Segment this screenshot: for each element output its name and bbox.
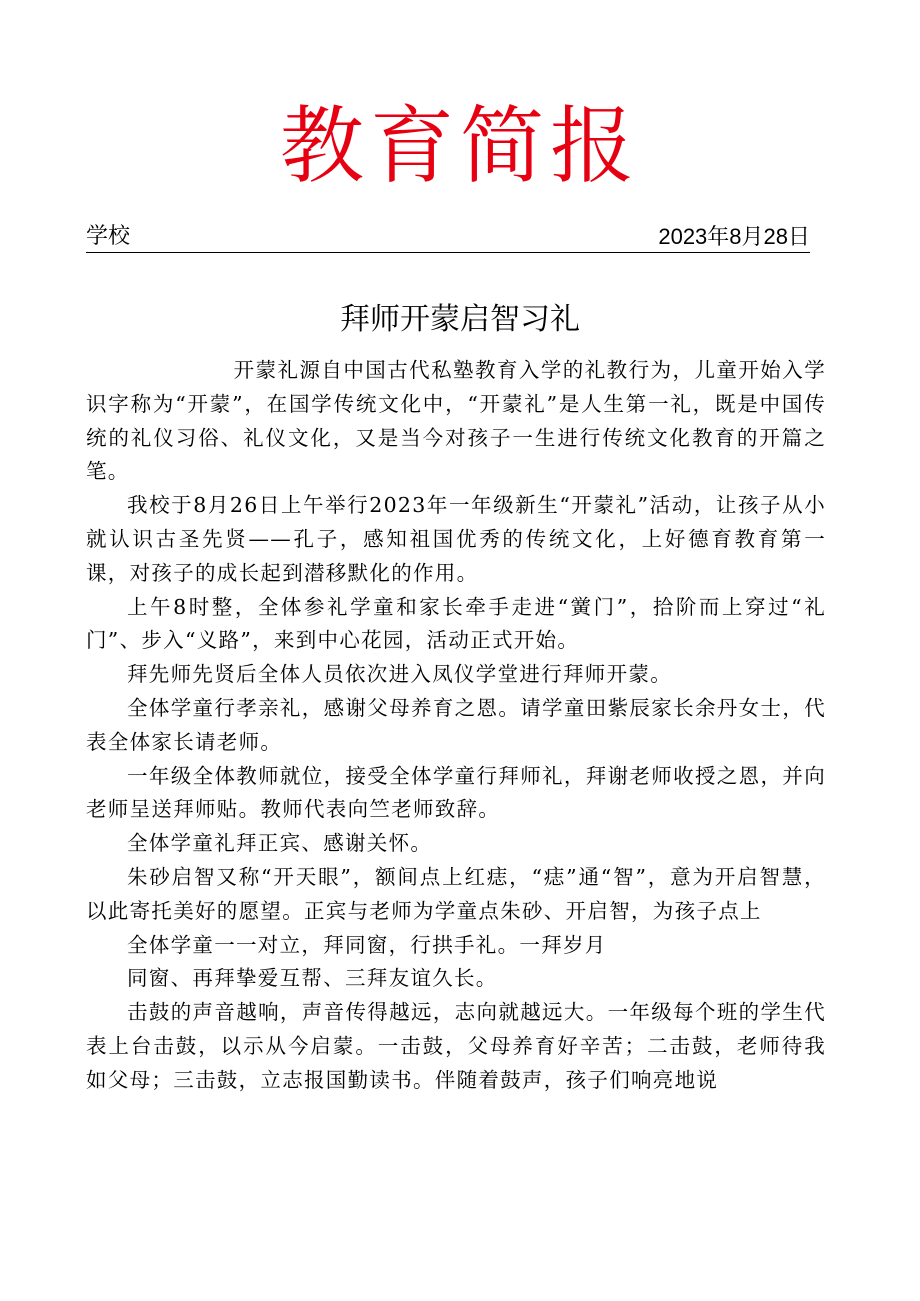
paragraph: 上午8时整，全体参礼学童和家长牵手走进“黉门”，拾阶而上穿过“礼门”、步入“义路”，来到中心花园，活动正式开始。 [86, 594, 826, 653]
paragraph: 击鼓的声音越响，声音传得越远，志向就越远大。一年级每个班的学生代表上台击鼓，以示从今启蒙。一击鼓，父母养育好辛苦；二击鼓，老师待我如父母；三击鼓，立志报国勤读书。伴随着鼓声，孩子们响亮地说 [86, 1000, 826, 1092]
paragraph: 全体学童一一对立，拜同窗，行拱手礼。一拜岁月 [127, 932, 607, 957]
paragraph: 同窗、再拜挚爱互帮、三拜友谊久长。 [127, 966, 498, 991]
paragraph: 我校于8月26日上午举行2023年一年级新生“开蒙礼”活动，让孩子从小就认识古圣先贤——孔子，感知祖国优秀的传统文化，上好德育教育第一课，对孩子的成长起到潜移默化的作用。 [86, 493, 826, 585]
school-label: 学校 [86, 224, 131, 249]
article-body [86, 354, 826, 1098]
paragraph: 拜先师先贤后全体人员依次进入凤仪学堂进行拜师开蒙。 [127, 662, 672, 687]
paragraph: 全体学童行孝亲礼，感谢父母养育之恩。请学童田紫辰家长余丹女士，代表全体家长请老师。 [86, 695, 826, 754]
paragraph: 一年级全体教师就位，接受全体学童行拜师礼，拜谢老师收授之恩，并向老师呈送拜师贴。教师代表向竺老师致辞。 [86, 763, 826, 822]
article-title: 拜师开蒙启智习礼 [340, 302, 580, 338]
info-bar [86, 222, 810, 253]
masthead-title: 教育简报 [279, 97, 640, 195]
paragraph: 开蒙礼源自中国古代私塾教育入学的礼教行为，儿童开始入学识字称为“开蒙”，在国学传统文化中，“开蒙礼”是人生第一礼，既是中国传统的礼仪习俗、礼仪文化，又是当今对孩子一生进行传统文化教育的开篇之笔。 [86, 358, 826, 484]
paragraph: 朱砂启智又称“开天眼”，额间点上红痣，“痣”通“智”，意为开启智慧，以此寄托美好的愿望。正宾与老师为学童点朱砂、开启智，为孩子点上 [86, 864, 826, 923]
paragraph: 全体学童礼拜正宾、感谢关怀。 [127, 831, 433, 856]
issue-date: 2023年8月28日 [658, 224, 810, 249]
